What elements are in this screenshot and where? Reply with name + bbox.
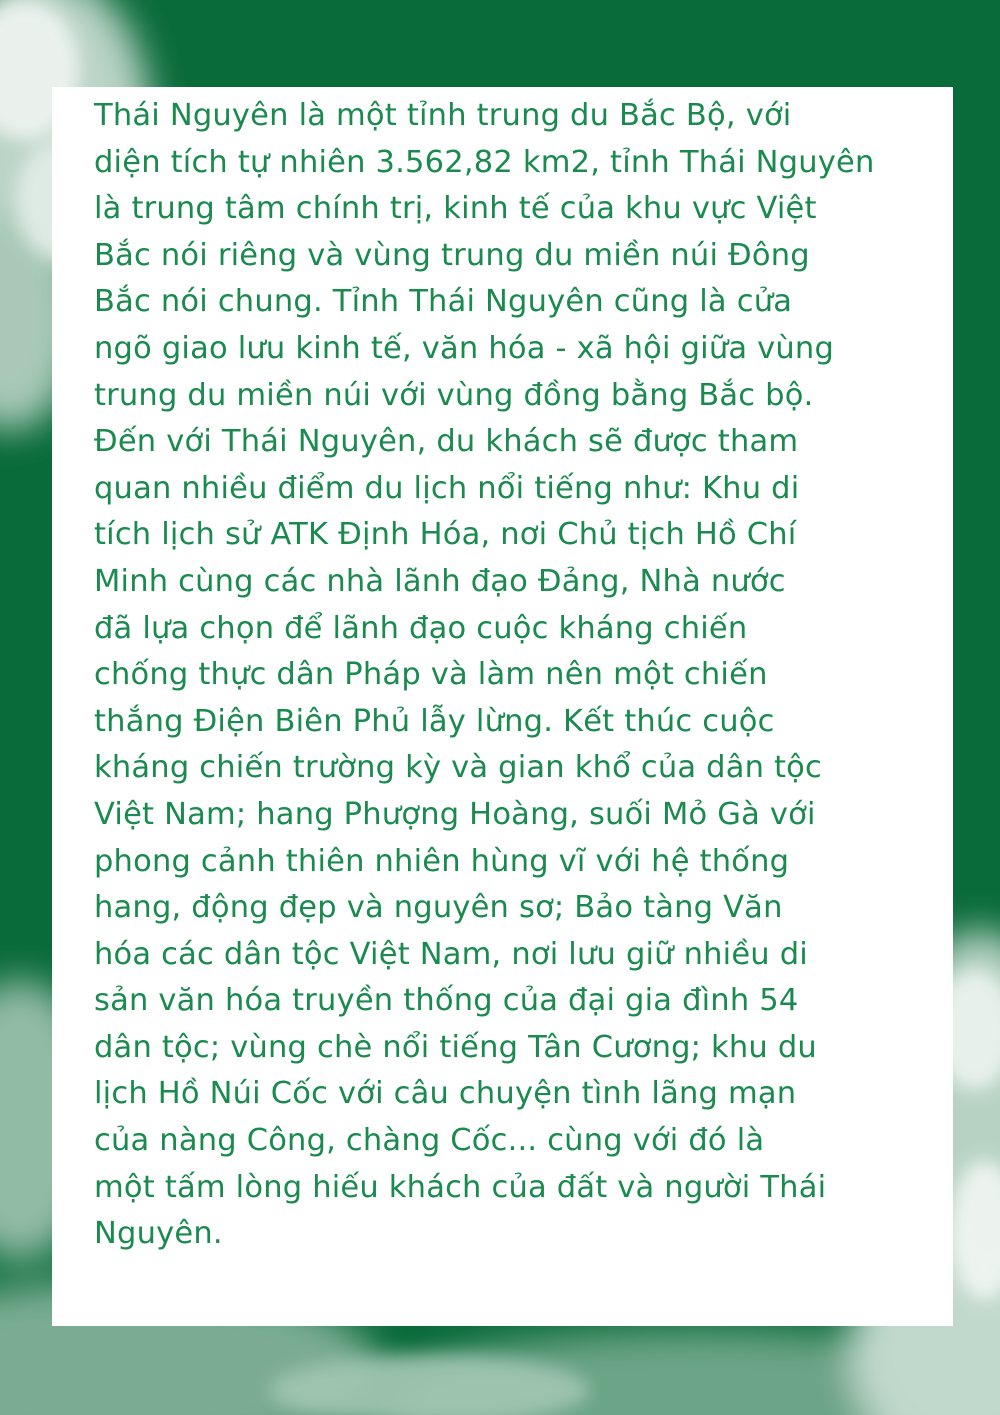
article-line: dân tộc; vùng chè nổi tiếng Tân Cương; khu du	[94, 1029, 817, 1065]
article-line: thắng Điện Biên Phủ lẫy lừng. Kết thúc cuộc	[94, 703, 775, 739]
article-line: ngõ giao lưu kinh tế, văn hóa - xã hội giữa vùng	[94, 330, 835, 366]
text-card	[52, 87, 953, 1326]
article-line: hóa các dân tộc Việt Nam, nơi lưu giữ nhiều di	[94, 936, 808, 972]
article-line: Đến với Thái Nguyên, du khách sẽ được tham	[94, 424, 799, 460]
article-body	[94, 93, 923, 1258]
article-line: tích lịch sử ATK Định Hóa, nơi Chủ tịch Hồ Chí	[94, 517, 797, 553]
article-line: Thái Nguyên là một tỉnh trung du Bắc Bộ, với	[94, 98, 792, 133]
article-line: trung du miền núi với vùng đồng bằng Bắc bộ.	[94, 377, 814, 413]
article-line: Bắc nói chung. Tỉnh Thái Nguyên cũng là cửa	[94, 284, 793, 320]
article-line: hang, động đẹp và nguyên sơ; Bảo tàng Văn	[94, 890, 783, 926]
article-line: Bắc nói riêng và vùng trung du miền núi Đông	[94, 237, 810, 273]
article-line: lịch Hồ Núi Cốc với câu chuyện tình lãng mạn	[94, 1076, 797, 1112]
article-line: đã lựa chọn để lãnh đạo cuộc kháng chiến	[94, 610, 748, 646]
article-line: kháng chiến trường kỳ và gian khổ của dân tộc	[94, 750, 822, 786]
article-line: phong cảnh thiên nhiên hùng vĩ với hệ thống	[94, 843, 790, 879]
article-line: Nguyên.	[94, 1216, 223, 1252]
article-line: của nàng Công, chàng Cốc... cùng với đó là	[94, 1123, 765, 1159]
article-line: một tấm lòng hiếu khách của đất và người Thái	[94, 1169, 827, 1205]
article-line: Minh cùng các nhà lãnh đạo Đảng, Nhà nước	[94, 563, 786, 599]
article-line: sản văn hóa truyền thống của đại gia đình 54	[94, 983, 799, 1019]
article-line: chống thực dân Pháp và làm nên một chiến	[94, 657, 768, 693]
article-line: là trung tâm chính trị, kinh tế của khu vực Việt	[94, 191, 817, 227]
article-line: quan nhiều điểm du lịch nổi tiếng như: Khu di	[94, 470, 800, 506]
article-line: diện tích tự nhiên 3.562,82 km2, tỉnh Thái Nguyên	[94, 144, 875, 180]
article-line: Việt Nam; hang Phượng Hoàng, suối Mỏ Gà với	[94, 796, 816, 832]
